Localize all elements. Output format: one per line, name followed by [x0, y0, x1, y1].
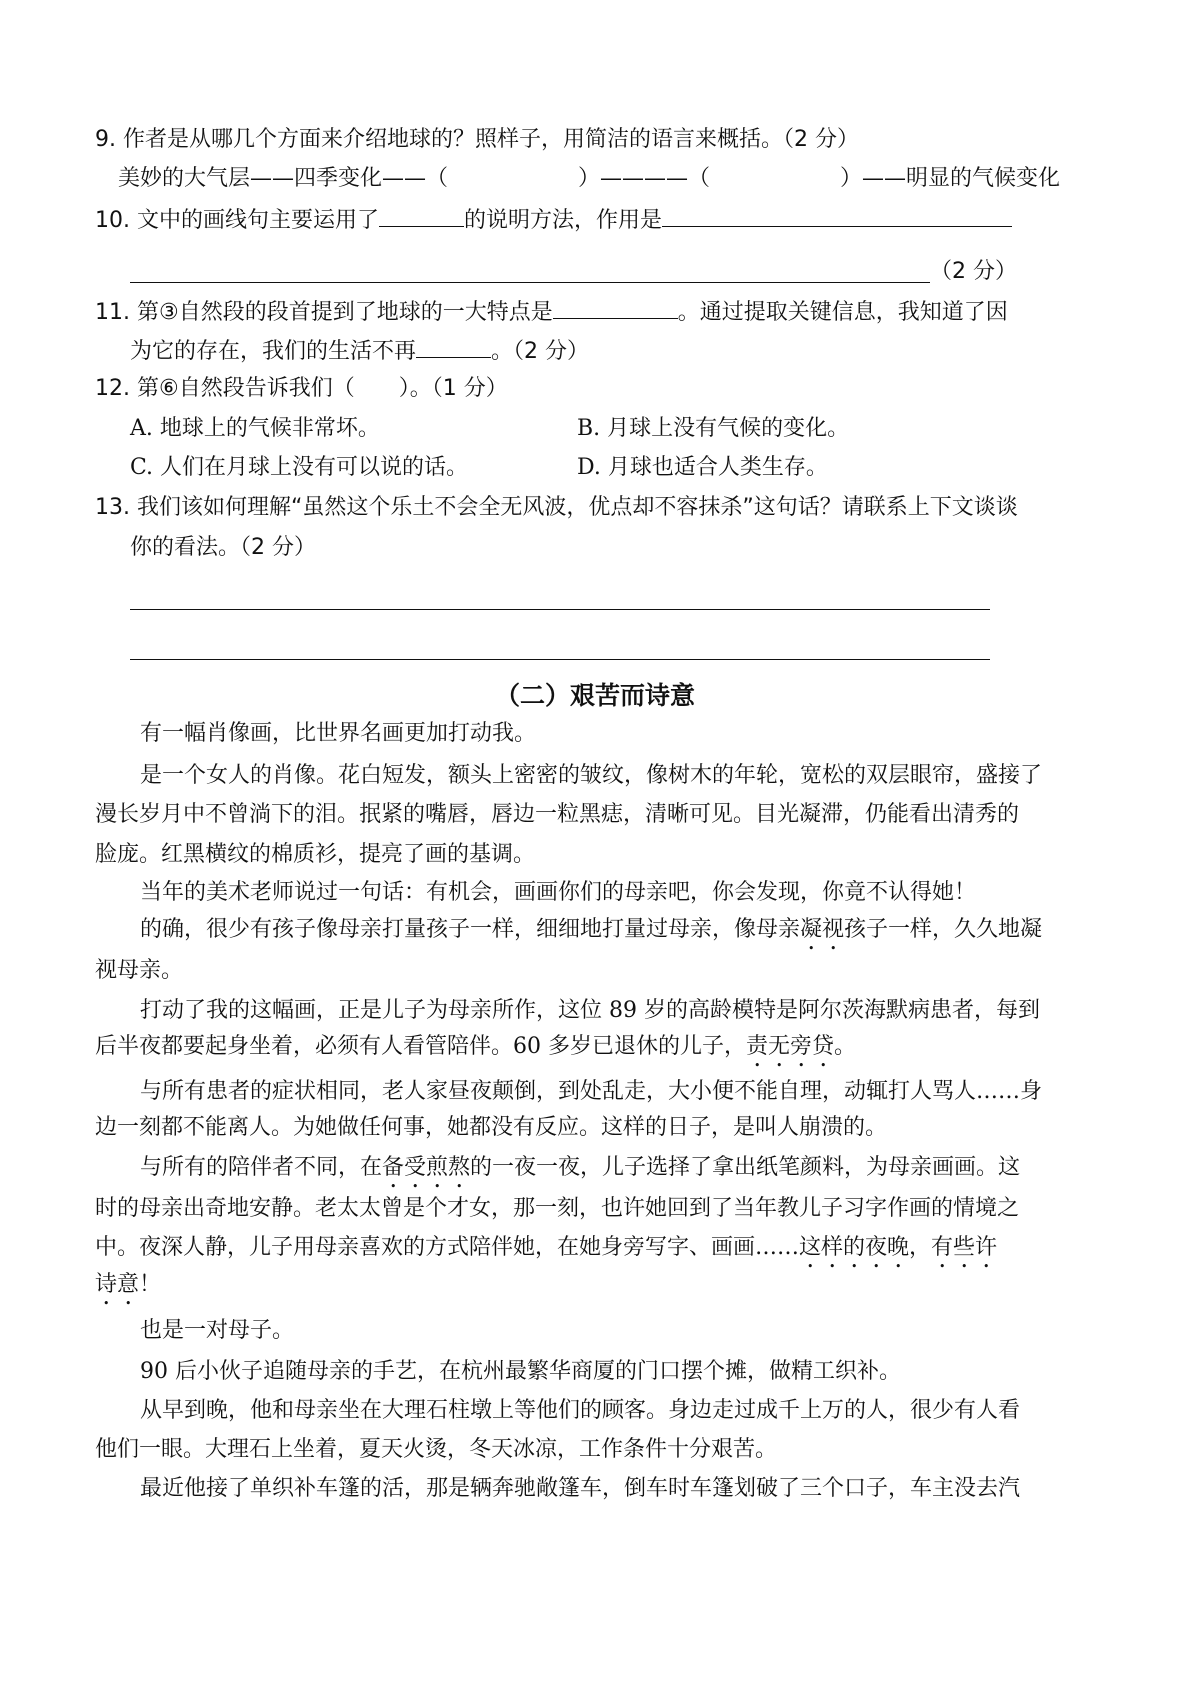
passage-line-9 — [95, 1032, 856, 1072]
q9-stem: 9. 作者是从哪几个方面来介绍地球的？照样子，用简洁的语言来概括。（2 分） — [95, 127, 859, 152]
passage-line-16: 也是一对母子。 — [140, 1318, 295, 1343]
q10-part-b: 的说明方法，作用是 — [463, 208, 662, 233]
q13-line-2: 你的看法。（2 分） — [130, 535, 316, 560]
q12-stem: 12. 第⑥自然段告诉我们（ ）。（1 分） — [95, 376, 508, 401]
passage-line-3: 漫长岁月中不曾淌下的泪。抿紧的嘴唇，唇边一粒黑痣，清晰可见。目光凝滞，仍能看出清秀的 — [95, 802, 1020, 827]
q9-chain — [118, 164, 1061, 194]
q12-option-b[interactable]: B. 月球上没有气候的变化。 — [577, 416, 850, 441]
q9-chain-end: ）——明显的气候变化 — [840, 166, 1061, 191]
passage-line-11: 边一刻都不能离人。为她做任何事，她都没有反应。这样的日子，是叫人崩溃的。 — [95, 1115, 888, 1140]
passage-line-4: 脸庞。红黑横纹的棉质衫，提亮了画的基调。 — [95, 842, 536, 867]
passage-line-13: 时的母亲出奇地安静。老太太曾是个才女，那一刻，也许她回到了当年教儿子习字作画的情境之 — [95, 1196, 1020, 1221]
q13-line-1: 13. 我们该如何理解“虽然这个乐土不会全无风波，优点却不容抹杀”这句话？请联系上下文谈谈 — [95, 495, 1018, 520]
emphasized-phrase-yewan: 这样的夜晚，有些许 — [799, 1235, 998, 1260]
q10-part-a: 10. 文中的画线句主要运用了 — [95, 208, 379, 233]
q12-option-c[interactable]: C. 人们在月球上没有可以说的话。 — [130, 455, 469, 480]
q11-line-1 — [95, 296, 1008, 328]
q11-blank-feature[interactable] — [553, 296, 678, 319]
q11-line-2 — [130, 335, 589, 367]
passage-line-14a: 中。夜深人静，儿子用母亲喜欢的方式陪伴她，在她身旁写字、画画…… — [95, 1235, 800, 1260]
passage-line-6a: 的确，很少有孩子像母亲打量孩子一样，细细地打量过母亲，像母亲 — [140, 917, 801, 942]
passage-line-9c: 。 — [834, 1034, 857, 1059]
q9-chain-mid: ）————（ — [578, 166, 711, 191]
passage-line-12a: 与所有的陪伴者不同，在 — [140, 1155, 383, 1180]
passage-line-18: 从早到晚，他和母亲坐在大理石柱墩上等他们的顾客。身边走过成千上万的人，很少有人看 — [140, 1398, 1021, 1423]
q10-blank-method[interactable] — [379, 204, 464, 227]
q11-part-d: 。（2 分） — [491, 339, 590, 364]
q10-blank-effect[interactable] — [662, 204, 1012, 227]
q12-option-d[interactable]: D. 月球也适合人类生存。 — [577, 455, 828, 480]
passage-line-9a: 后半夜都要起身坐着，必须有人看管陪伴。60 多岁已退休的儿子， — [95, 1034, 746, 1059]
q13-answer-line-2[interactable] — [130, 659, 990, 660]
passage-line-5: 当年的美术老师说过一句话：有机会，画画你们的母亲吧，你会发现，你竟不认得她！ — [140, 880, 977, 905]
emphasized-word-shiyi: 诗意 — [95, 1272, 140, 1297]
q11-part-c: 为它的存在，我们的生活不再 — [130, 339, 417, 364]
q11-blank-life[interactable] — [416, 335, 491, 358]
passage-line-15b: ！ — [139, 1272, 162, 1297]
q11-part-a: 11. 第③自然段的段首提到了地球的一大特点是 — [95, 300, 553, 325]
passage-line-17: 90 后小伙子追随母亲的手艺，在杭州最繁华商厦的门口摆个摊，做精工织补。 — [140, 1359, 901, 1384]
passage-line-12 — [140, 1153, 1021, 1193]
passage-line-12c: 的一夜一夜，儿子选择了拿出纸笔颜料，为母亲画画。这 — [470, 1155, 1021, 1180]
q9-chain-start: 美妙的大气层——四季变化——（ — [118, 166, 449, 191]
passage-line-14 — [95, 1233, 998, 1273]
q10-answer-line[interactable] — [130, 282, 930, 283]
passage-line-8: 打动了我的这幅画，正是儿子为母亲所作，这位 89 岁的高龄模特是阿尔茨海默病患者，每到 — [140, 998, 1040, 1023]
emphasized-word-beishoujianao: 备受煎熬 — [382, 1155, 471, 1180]
q10-score: （2 分） — [930, 259, 1017, 284]
passage-line-10: 与所有患者的症状相同，老人家昼夜颠倒，到处乱走，大小便不能自理，动辄打人骂人……身 — [140, 1079, 1043, 1104]
q12-option-a[interactable]: A. 地球上的气候非常坏。 — [130, 416, 380, 441]
passage-line-19: 他们一眼。大理石上坐着，夏天火烫，冬天冰凉，工作条件十分艰苦。 — [95, 1437, 778, 1462]
passage-line-1: 有一幅肖像画，比世界名画更加打动我。 — [140, 721, 537, 746]
passage-line-20: 最近他接了单织补车篷的活，那是辆奔驰敞篷车，倒车时车篷划破了三个口子，车主没去汽 — [140, 1476, 1021, 1501]
passage-line-15 — [95, 1270, 161, 1310]
passage-line-2: 是一个女人的肖像。花白短发，额头上密密的皱纹，像树木的年轮，宽松的双层眼帘，盛接了 — [140, 763, 1043, 788]
passage-line-6c: 孩子一样，久久地凝 — [844, 917, 1043, 942]
q11-part-b: 。通过提取关键信息，我知道了因 — [677, 300, 1008, 325]
passage-line-7: 视母亲。 — [95, 958, 184, 983]
q13-answer-line-1[interactable] — [130, 609, 990, 610]
section-title: （二）艰苦而诗意 — [494, 681, 695, 710]
emphasized-word-ningshi: 凝视 — [800, 917, 845, 942]
passage-line-6 — [140, 915, 1043, 955]
emphasized-word-zewupangdai: 责无旁贷 — [746, 1034, 835, 1059]
q10-line — [95, 204, 1012, 236]
